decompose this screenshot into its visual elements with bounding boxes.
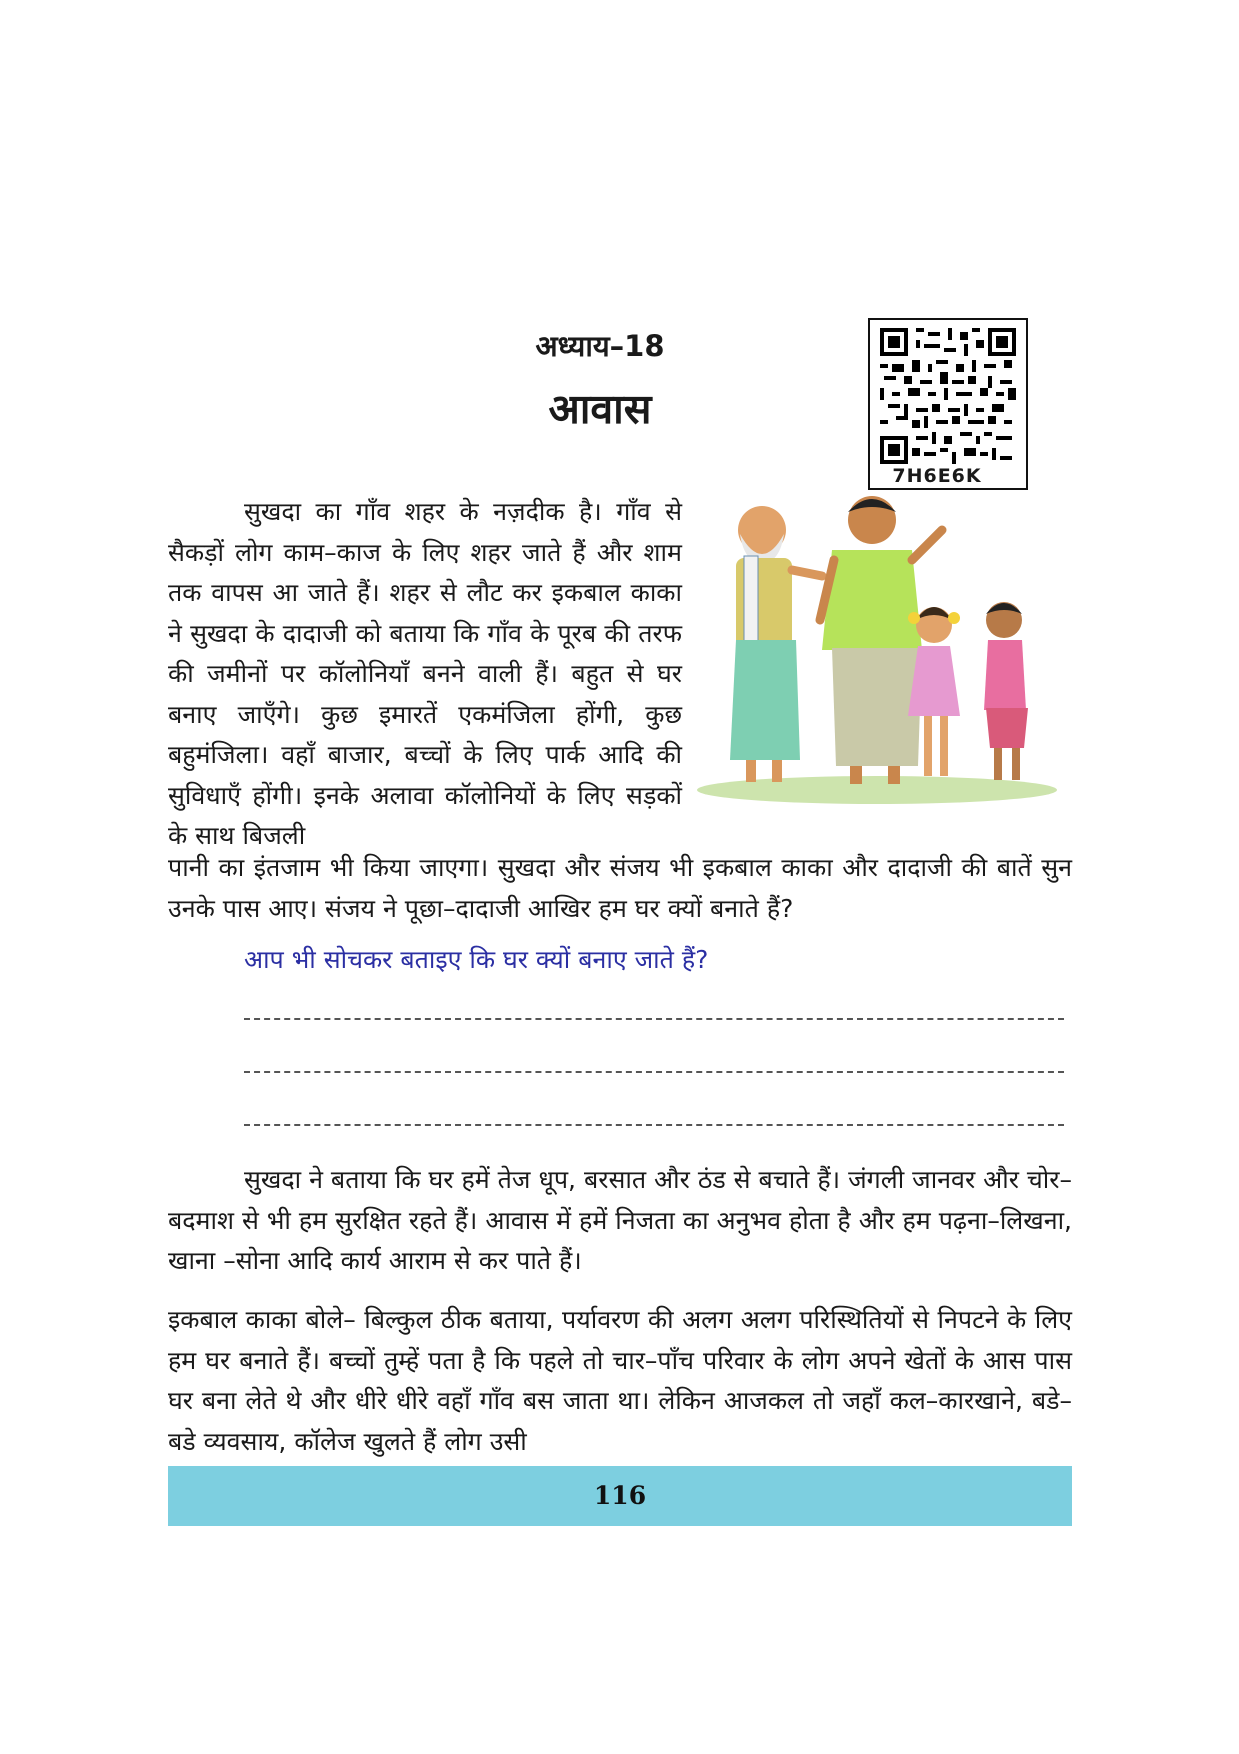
qr-code-label: 7H6E6K bbox=[870, 465, 1004, 487]
paragraph-3: इकबाल काका बोले– बिल्कुल ठीक बताया, पर्यावरण की अलग अलग परिस्थितियों से निपटने के लिए हम घर बनाते हैं। बच्चों तुम्हें पता है कि पहले तो चार–पाँच परिवार के लोग अपने खेतों के आस पास घर बना लेते थे और धीरे धीरे वहाँ गाँव बस जाता था। लेकिन आजकल तो जहाँ कल–कारखाने, बडे–बडे व्यवसाय, कॉलेज खुलते हैं लोग उसी bbox=[168, 1305, 1072, 1456]
page-number: 116 bbox=[593, 1481, 647, 1510]
paragraph-1-start: सुखदा का गाँव शहर के नज़दीक है। गाँव से सैकड़ों लोग काम–काज के लिए शहर जाते हैं और शाम तक वापस आ जाते हैं। शहर से लौट कर इकबाल काका ने सुखदा के दादाजी को बताया कि गाँव के पूरब की तरफ की जमीनों पर कॉलोनियाँ बनने वाली हैं। बहुत से घर बनाए जाएँगे। कुछ इमारतें एकमंजिला होंगी, कुछ बहुमंजिला। वहाँ बाजार, बच्चों के लिए पार्क आदि की सुविधाएँ होंगी। इनके अलावा कॉलोनियों के लिए सड़कों के साथ बिजली bbox=[168, 497, 682, 850]
activity-prompt: आप भी सोचकर बताइए कि घर क्यों बनाए जाते हैं? bbox=[244, 945, 709, 974]
man-figure bbox=[820, 496, 942, 784]
boy-figure bbox=[984, 602, 1028, 780]
family-illustration bbox=[692, 490, 1062, 810]
answer-line[interactable] bbox=[244, 1124, 1064, 1126]
page-footer bbox=[168, 1466, 1072, 1526]
answer-line[interactable] bbox=[244, 1018, 1064, 1020]
chapter-title: आवास bbox=[548, 385, 652, 433]
paragraph-1-end: पानी का इंतजाम भी किया जाएगा। सुखदा और संजय भी इकबाल काका और दादाजी की बातें सुन उनके पास आए। संजय ने पूछा–दादाजी आखिर हम घर क्यों बनाते हैं? bbox=[168, 853, 1072, 923]
qr-code-box bbox=[868, 318, 1028, 490]
paragraph-2: सुखदा ने बताया कि घर हमें तेज धूप, बरसात और ठंड से बचाते हैं। जंगली जानवर और चोर–बदमाश से भी हम सुरक्षित रहते हैं। आवास में हमें निजता का अनुभव होता है और हम पढ़ना–लिखना, खाना –सोना आदि कार्य आराम से कर पाते हैं। bbox=[168, 1165, 1072, 1275]
chapter-number: अध्याय–18 bbox=[535, 329, 665, 363]
qr-code-icon bbox=[880, 328, 1016, 464]
answer-line[interactable] bbox=[244, 1071, 1064, 1073]
old-man-figure bbox=[730, 506, 822, 782]
